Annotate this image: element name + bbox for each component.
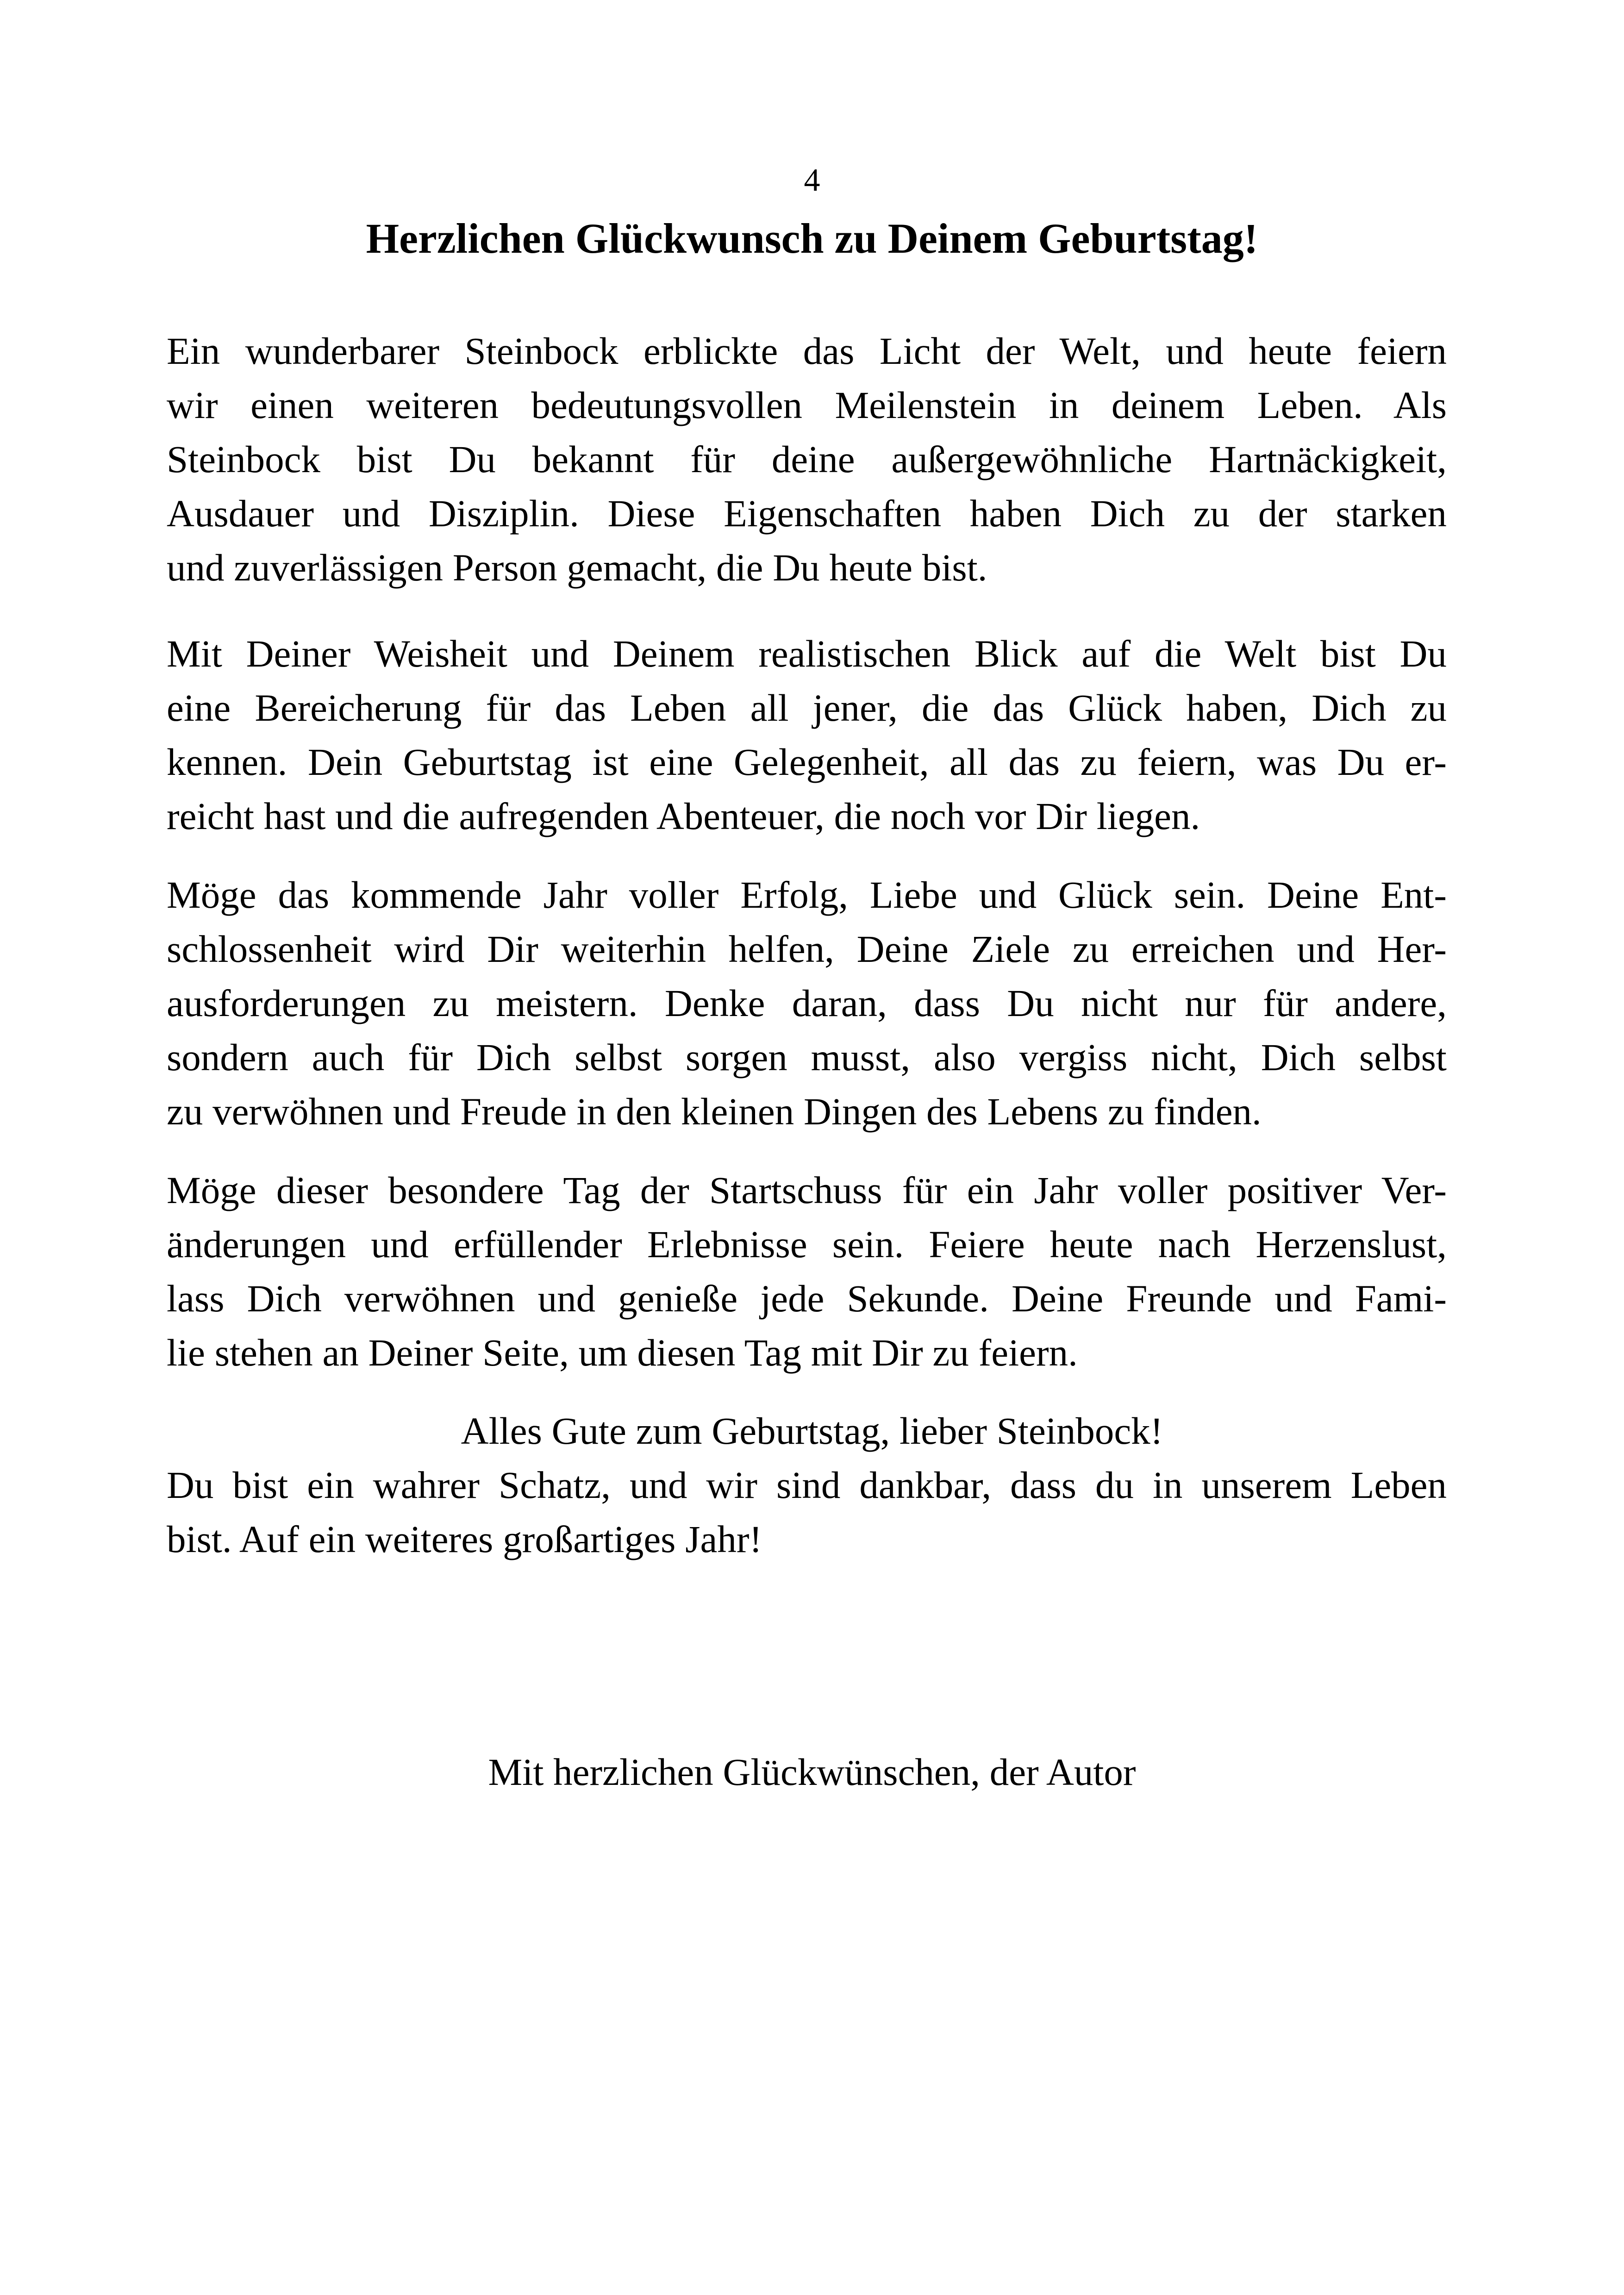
paragraph-line: Möge dieser besondere Tag der Startschuss für ein Jahr voller positiver Ver- (167, 1169, 1447, 1211)
paragraph-line: änderungen und erfüllender Erlebnisse sein. Feiere heute nach Herzenslust, (167, 1223, 1447, 1266)
paragraph-line: lass Dich verwöhnen und genieße jede Sekunde. Deine Freunde und Fami- (167, 1277, 1447, 1320)
paragraph-line: Möge das kommende Jahr voller Erfolg, Liebe und Glück sein. Deine Ent- (167, 873, 1447, 916)
paragraph-line: eine Bereicherung für das Leben all jener, die das Glück haben, Dich zu (167, 686, 1447, 729)
closing-wish: Alles Gute zum Geburtstag, lieber Steinbock! (461, 1409, 1163, 1452)
paragraph-weisheit (167, 627, 1447, 843)
paragraph-line: Ausdauer und Disziplin. Diese Eigenschaften haben Dich zu der starken (167, 492, 1447, 535)
paragraph-line: lie stehen an Deiner Seite, um diesen Tag mit Dir zu feiern. (167, 1331, 1078, 1374)
paragraph-line: schlossenheit wird Dir weiterhin helfen, Deine Ziele zu erreichen und Her- (167, 928, 1447, 970)
paragraph-line: sondern auch für Dich selbst sorgen musst, also vergiss nicht, Dich selbst (167, 1036, 1447, 1079)
paragraph-line: Steinbock bist Du bekannt für deine außergewöhnliche Hartnäckigkeit, (167, 438, 1447, 480)
paragraph-line: reicht hast und die aufregenden Abenteuer, die noch vor Dir liegen. (167, 795, 1200, 837)
paragraph-line: Du bist ein wahrer Schatz, und wir sind dankbar, dass du in unserem Leben (167, 1464, 1447, 1506)
paragraph-line: zu verwöhnen und Freude in den kleinen Dingen des Lebens zu finden. (167, 1090, 1262, 1133)
page-number: 4 (804, 162, 820, 198)
paragraph-line: ausforderungen zu meistern. Denke daran, dass Du nicht nur für andere, (167, 982, 1447, 1024)
paragraph-line: und zuverlässigen Person gemacht, die Du heute bist. (167, 546, 987, 589)
paragraph-line: wir einen weiteren bedeutungsvollen Meilenstein in deinem Leben. Als (167, 384, 1447, 426)
paragraph-line: kennen. Dein Geburtstag ist eine Gelegenheit, all das zu feiern, was Du er- (167, 741, 1447, 783)
paragraph-line: Mit Deiner Weisheit und Deinem realistischen Blick auf die Welt bist Du (167, 632, 1447, 675)
paragraph-steinbock-intro (167, 324, 1447, 595)
paragraph-line: Ein wunderbarer Steinbock erblickte das Licht der Welt, und heute feiern (167, 330, 1447, 372)
paragraph-schatz (167, 1458, 1447, 1566)
paragraph-line: bist. Auf ein weiteres großartiges Jahr! (167, 1518, 762, 1560)
author-signoff: Mit herzlichen Glückwünschen, der Autor (488, 1751, 1136, 1793)
paragraph-besonderer-tag (167, 1163, 1447, 1380)
page-title: Herzlichen Glückwunsch zu Deinem Geburtstag! (366, 215, 1258, 262)
paragraph-kommendes-jahr (167, 868, 1447, 1139)
